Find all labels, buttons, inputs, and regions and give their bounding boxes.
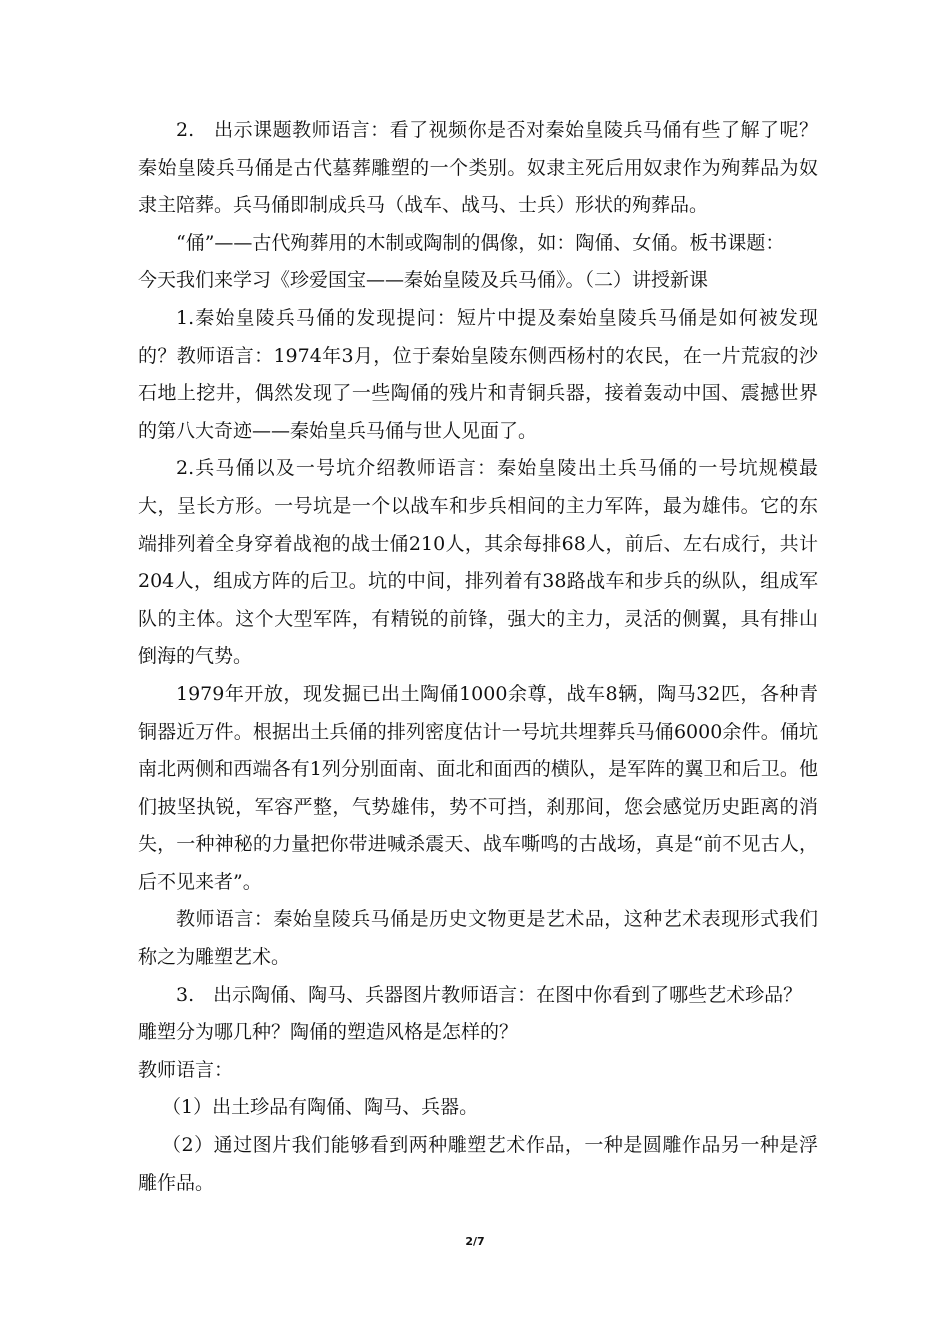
paragraph-pit-one: 2.兵马俑以及一号坑介绍教师语言：秦始皇陵出土兵马俑的一号坑规模最大，呈长方形。一号坑是一个以战车和步兵相间的主力军阵，最为雄伟。它的东端排列着全身穿着战袍的战士俑210人，其余每排68人，前后、左右成行，共计204人，组成方阵的后卫。坑的中间，排列着有38路战车和步兵的纵队，组成军队的主体。这个大型军阵，有精锐的前锋，强大的主力，灵活的侧翼，具有排山倒海的气势。 — [138, 457, 818, 668]
page-number: 2/7 — [465, 1235, 485, 1248]
paragraph-point-two: （2）通过图片我们能够看到两种雕塑艺术作品，一种是圆雕作品另一种是浮雕作品。 — [138, 1134, 818, 1194]
paragraph-discovery: 1.秦始皇陵兵马俑的发现提问：短片中提及秦始皇陵兵马俑是如何被发现的？教师语言：1974年3月，位于秦始皇陵东侧西杨村的农民，在一片荒寂的沙石地上挖井，偶然发现了一些陶俑的残片和青铜兵器，接着轰动中国、震撼世界的第八大奇迹——秦始皇兵马俑与世人见面了。 — [138, 306, 818, 442]
paragraph-show-pictures: 3. 出示陶俑、陶马、兵器图片教师语言：在图中你看到了哪些艺术珍品？ — [176, 983, 803, 1006]
paragraph-lesson-title: 今天我们来学习《珍爱国宝——秦始皇陵及兵马俑》。（二）讲授新课 — [138, 269, 709, 292]
paragraph-questions: 雕塑分为哪几种？陶俑的塑造风格是怎样的？ — [138, 1021, 519, 1044]
paragraph-point-one: （1）出土珍品有陶俑、陶马、兵器。 — [162, 1096, 479, 1119]
paragraph-teacher-language: 教师语言： — [138, 1058, 234, 1081]
paragraph-yong-definition: “俑”——古代殉葬用的木制或陶制的偶像，如：陶俑、女俑。板书课题： — [176, 231, 785, 254]
document-body — [138, 112, 818, 1202]
paragraph-intro-topic: 2. 出示课题教师语言：看了视频你是否对秦始皇陵兵马俑有些了解了呢？秦始皇陵兵马俑是古代墓葬雕塑的一个类别。奴隶主死后用奴隶作为殉葬品为奴隶主陪葬。兵马俑即制成兵马（战车、战马、士兵）形状的殉葬品。 — [138, 119, 818, 217]
paragraph-sculpture-art: 教师语言：秦始皇陵兵马俑是历史文物更是艺术品，这种艺术表现形式我们称之为雕塑艺术。 — [138, 908, 818, 969]
paragraph-excavation: 1979年开放，现发掘已出土陶俑1000余尊，战车8辆，陶马32匹，各种青铜器近万件。根据出土兵俑的排列密度估计一号坑共埋葬兵马俑6000余件。俑坑南北两侧和西端各有1列分别面南、面北和面西的横队，是军阵的翼卫和后卫。他们披坚执锐，军容严整，气势雄伟，势不可挡，刹那间，您会感觉历史距离的消失，一种神秘的力量把你带进喊杀震天、战车嘶鸣的古战场，真是“前不见古人，后不见来者”。 — [138, 682, 818, 893]
